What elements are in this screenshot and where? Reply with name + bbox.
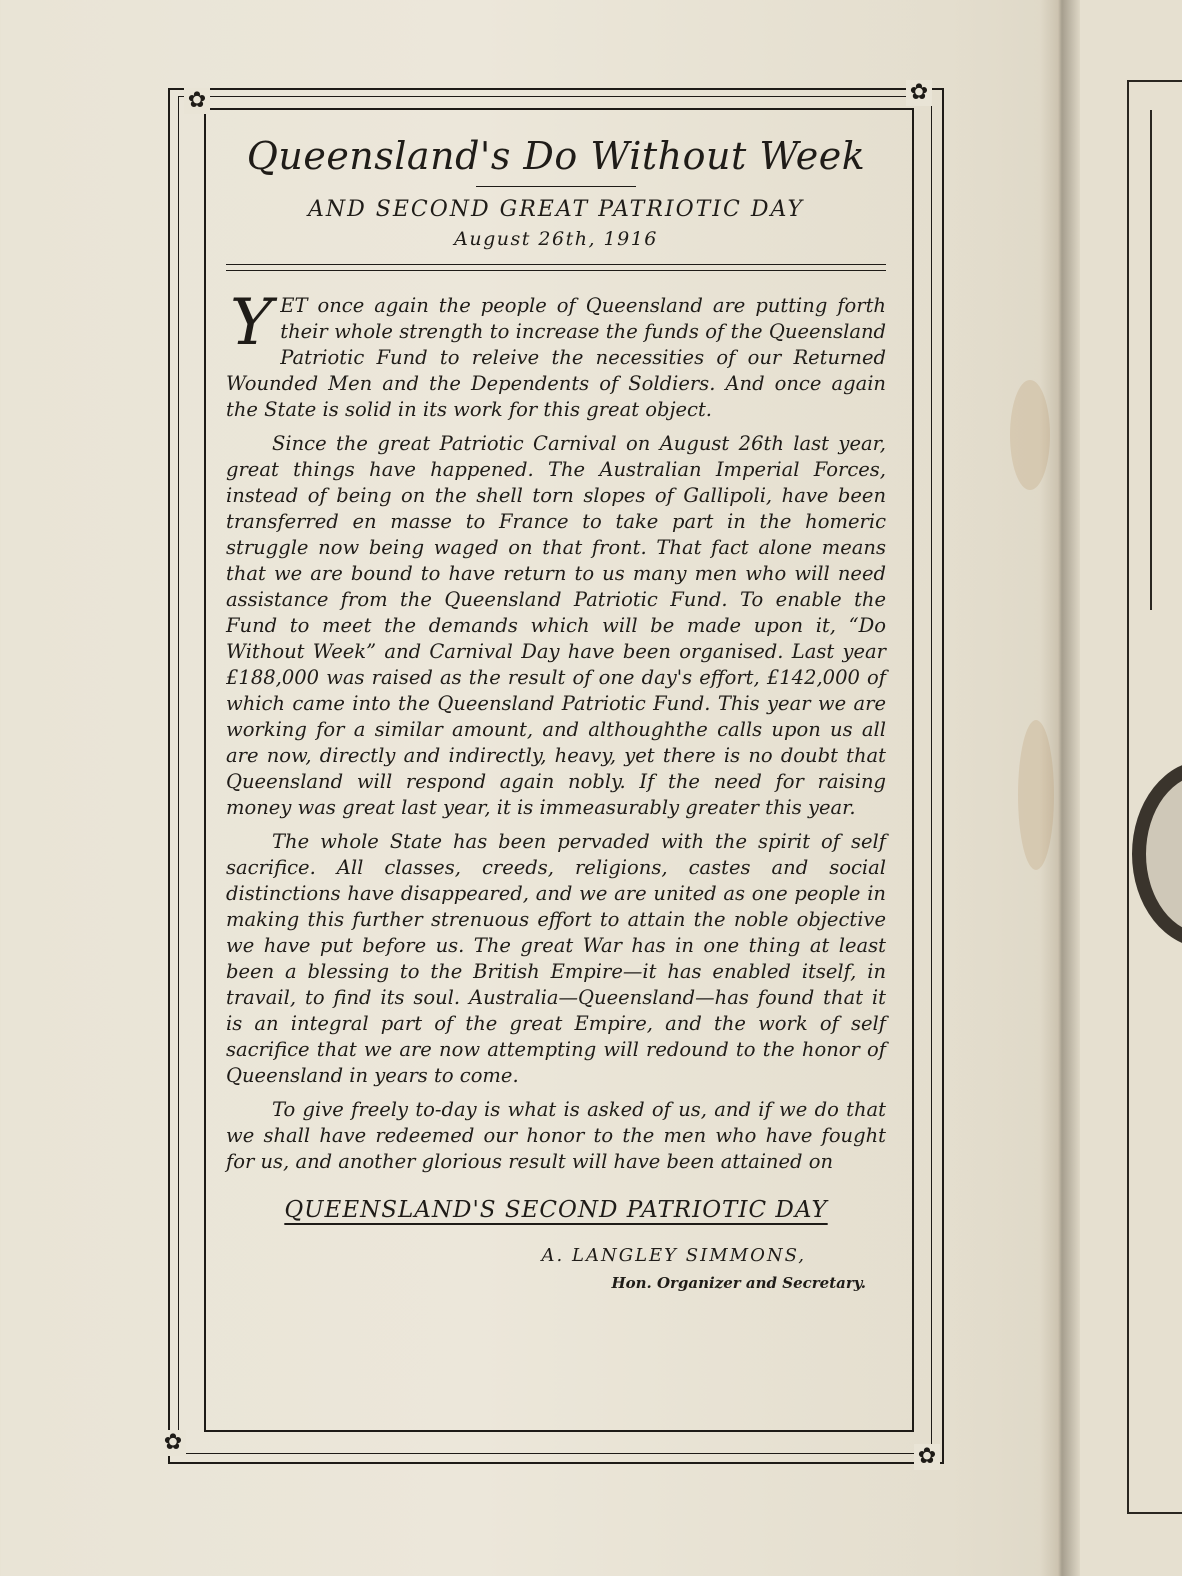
drop-cap: Y	[230, 286, 273, 360]
corner-ornament-icon: ✿	[184, 88, 210, 114]
document-date: August 26th, 1916	[454, 228, 658, 250]
document-title: Queensland's Do Without Week	[246, 134, 866, 178]
signer-name: A. LANGLEY SIMMONS,	[541, 1245, 806, 1266]
paper-stain	[1018, 720, 1054, 870]
title-divider	[476, 186, 636, 187]
corner-ornament-icon: ✿	[160, 1430, 186, 1456]
corner-ornament-icon: ✿	[914, 1444, 940, 1470]
facing-page-inner-border	[1150, 110, 1182, 610]
document-subtitle: AND SECOND GREAT PATRIOTIC DAY	[308, 197, 804, 222]
paper-stain	[1010, 380, 1050, 490]
closing-line: QUEENSLAND'S SECOND PATRIOTIC DAY	[284, 1197, 828, 1223]
signer-title: Hon. Organizer and Secretary.	[611, 1274, 866, 1292]
paragraph-1	[226, 286, 886, 423]
paragraph-4: To give freely to-day is what is asked of us, and if we do that we shall have redeemed our honor to the men who have fought for us, and another glorious result will have been attained on	[226, 1098, 886, 1173]
document-body	[226, 118, 886, 1418]
header-divider	[226, 264, 886, 271]
corner-ornament-icon: ✿	[906, 80, 932, 106]
paragraph-2: Since the great Patriotic Carnival on August 26th last year, great things have happened. The Australian Imperial Forces, instead of being on the shell torn slopes of Gallipoli, have been transferred en masse to France to take part in the homeric struggle now being waged on that front. That fact alone means that we are bound to have return to us many men who will need assistance from the Queensland Patriotic Fund. To enable the Fund to meet the demands which will be made upon it, “Do Without Week” and Carnival Day have been organised. Last year £188,000 was raised as the result of one day's effort, £142,000 of which came into the Queensland Patriotic Fund. This year we are working for a similar amount, and althoughthe calls upon us all are now, directly and indirectly, heavy, yet there is no doubt that Queensland will respond again nobly. If the need for raising money was great last year, it is immeasurably greater this year.	[226, 432, 886, 819]
paragraph-1-text: ET once again the people of Queensland are putting forth their whole strength to increase the funds of the Queensland Patriotic Fund to releive the necessities of our Returned Wounded Men and the Dependents of Soldiers. And once again the State is solid in its work for this great object.	[226, 294, 886, 421]
paragraph-3: The whole State has been pervaded with the spirit of self sacrifice. All classes, creeds, religions, castes and social distinctions have disappeared, and we are united as one people in making this further strenuous effort to attain the noble objective we have put before us. The great War has in one thing at least been a blessing to the British Empire—it has enabled itself, in travail, to find its soul. Australia—Queensland—has found that it is an integral part of the great Empire, and the work of self sacrifice that we are now attempting will redound to the honor of Queensland in years to come.	[226, 830, 886, 1087]
